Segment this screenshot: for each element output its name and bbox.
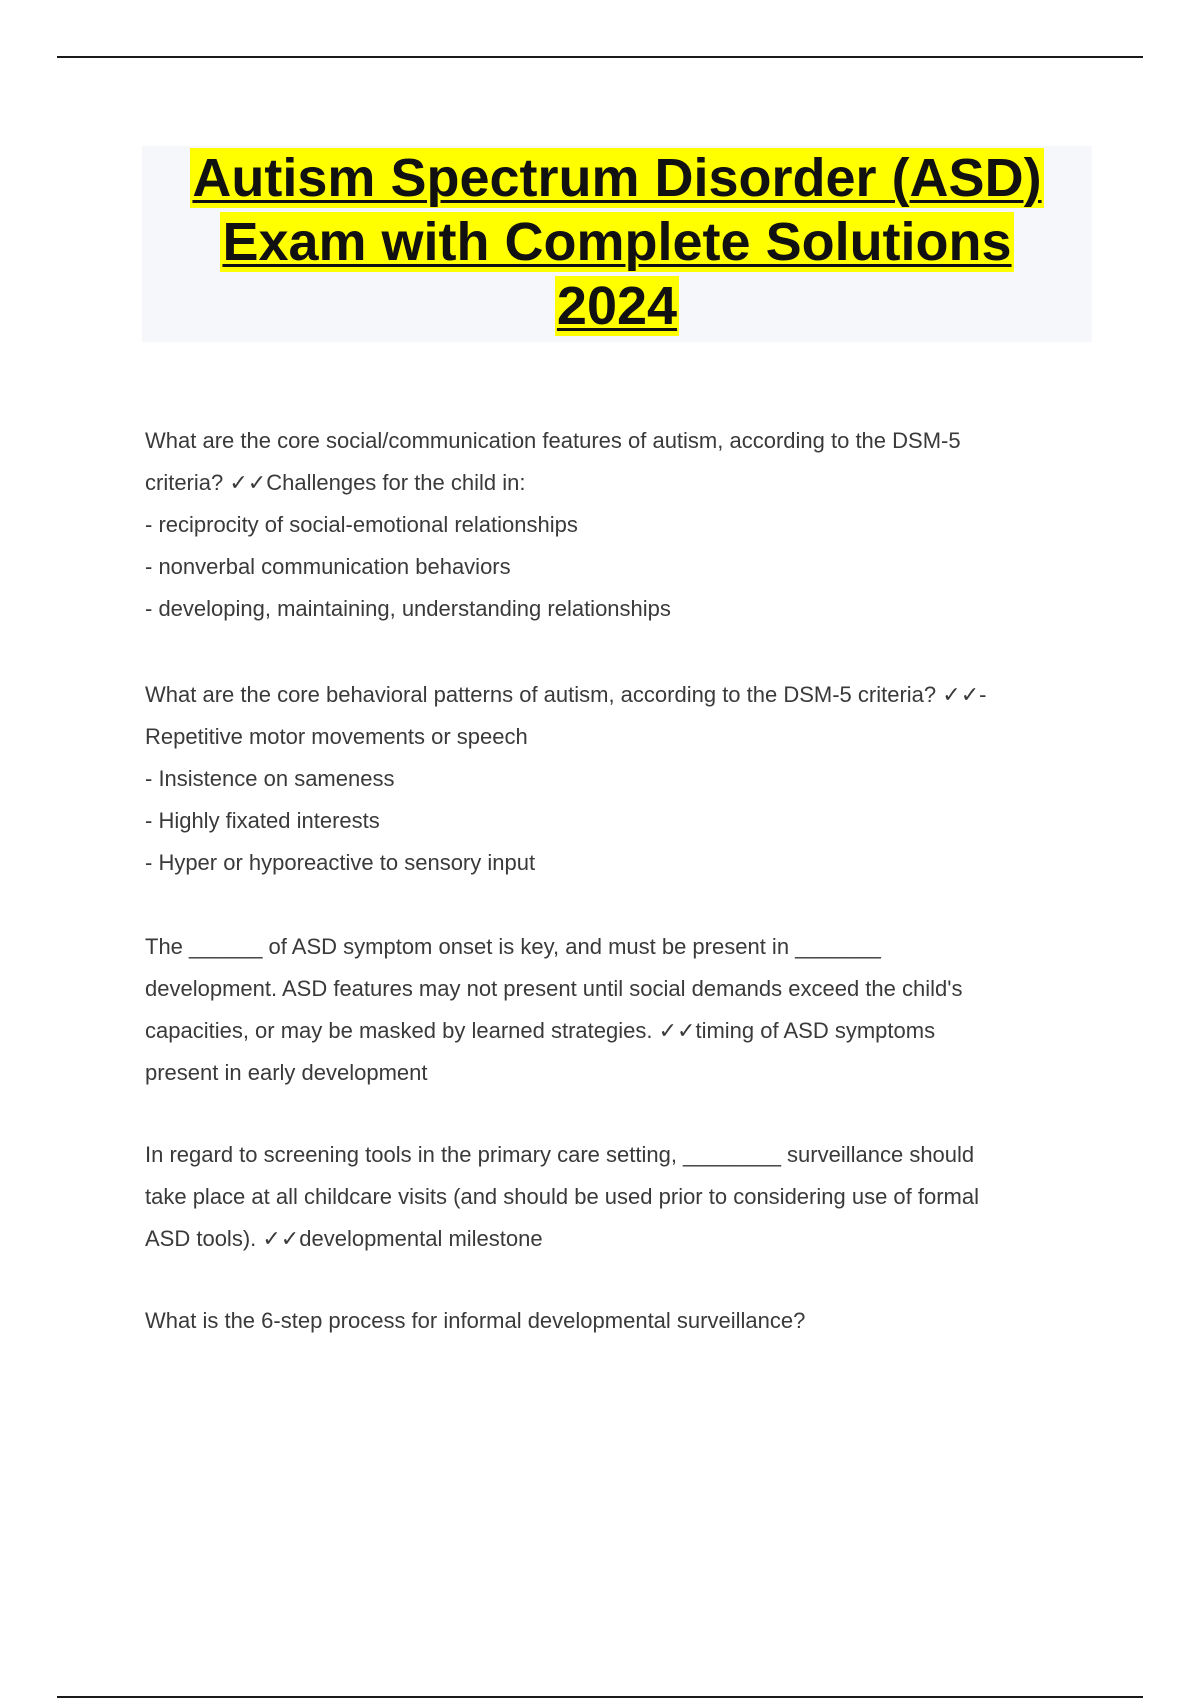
qa-entry-4 bbox=[145, 1134, 1095, 1260]
qa-entry-5 bbox=[145, 1300, 1095, 1342]
qa-entry-3 bbox=[145, 926, 1095, 1094]
qa-entry-2 bbox=[145, 674, 1095, 884]
qa-line: - Insistence on sameness bbox=[145, 766, 395, 791]
footer-rule bbox=[57, 1696, 1143, 1698]
header-rule bbox=[57, 56, 1143, 58]
qa-line: present in early development bbox=[145, 1060, 428, 1085]
qa-line: The ______ of ASD symptom onset is key, and must be present in _______ bbox=[145, 934, 881, 959]
qa-line: What is the 6-step process for informal developmental surveillance? bbox=[145, 1308, 806, 1333]
qa-line: What are the core social/communication features of autism, according to the DSM-5 bbox=[145, 428, 961, 453]
title-line-1: Autism Spectrum Disorder (ASD) bbox=[192, 148, 1042, 208]
title-line-2: Exam with Complete Solutions bbox=[222, 212, 1012, 272]
qa-line: - Hyper or hyporeactive to sensory input bbox=[145, 850, 536, 875]
document-title bbox=[142, 146, 1092, 338]
qa-line: Repetitive motor movements or speech bbox=[145, 724, 528, 749]
document-body bbox=[145, 420, 1095, 1382]
qa-line: What are the core behavioral patterns of autism, according to the DSM-5 criteria? ✓✓- bbox=[145, 682, 987, 707]
qa-line: - nonverbal communication behaviors bbox=[145, 554, 511, 579]
qa-line: criteria? ✓✓Challenges for the child in: bbox=[145, 470, 526, 495]
qa-entry-1 bbox=[145, 420, 1095, 630]
qa-line: development. ASD features may not present until social demands exceed the child's bbox=[145, 976, 963, 1001]
qa-line: - developing, maintaining, understanding relationships bbox=[145, 596, 671, 621]
qa-line: - Highly fixated interests bbox=[145, 808, 380, 833]
title-line-3: 2024 bbox=[556, 276, 678, 336]
qa-line: capacities, or may be masked by learned strategies. ✓✓timing of ASD symptoms bbox=[145, 1018, 936, 1043]
qa-line: ASD tools). ✓✓developmental milestone bbox=[145, 1226, 543, 1251]
qa-line: - reciprocity of social-emotional relationships bbox=[145, 512, 578, 537]
qa-line: In regard to screening tools in the primary care setting, ________ surveillance should bbox=[145, 1142, 975, 1167]
qa-line: take place at all childcare visits (and should be used prior to considering use of formal bbox=[145, 1184, 980, 1209]
